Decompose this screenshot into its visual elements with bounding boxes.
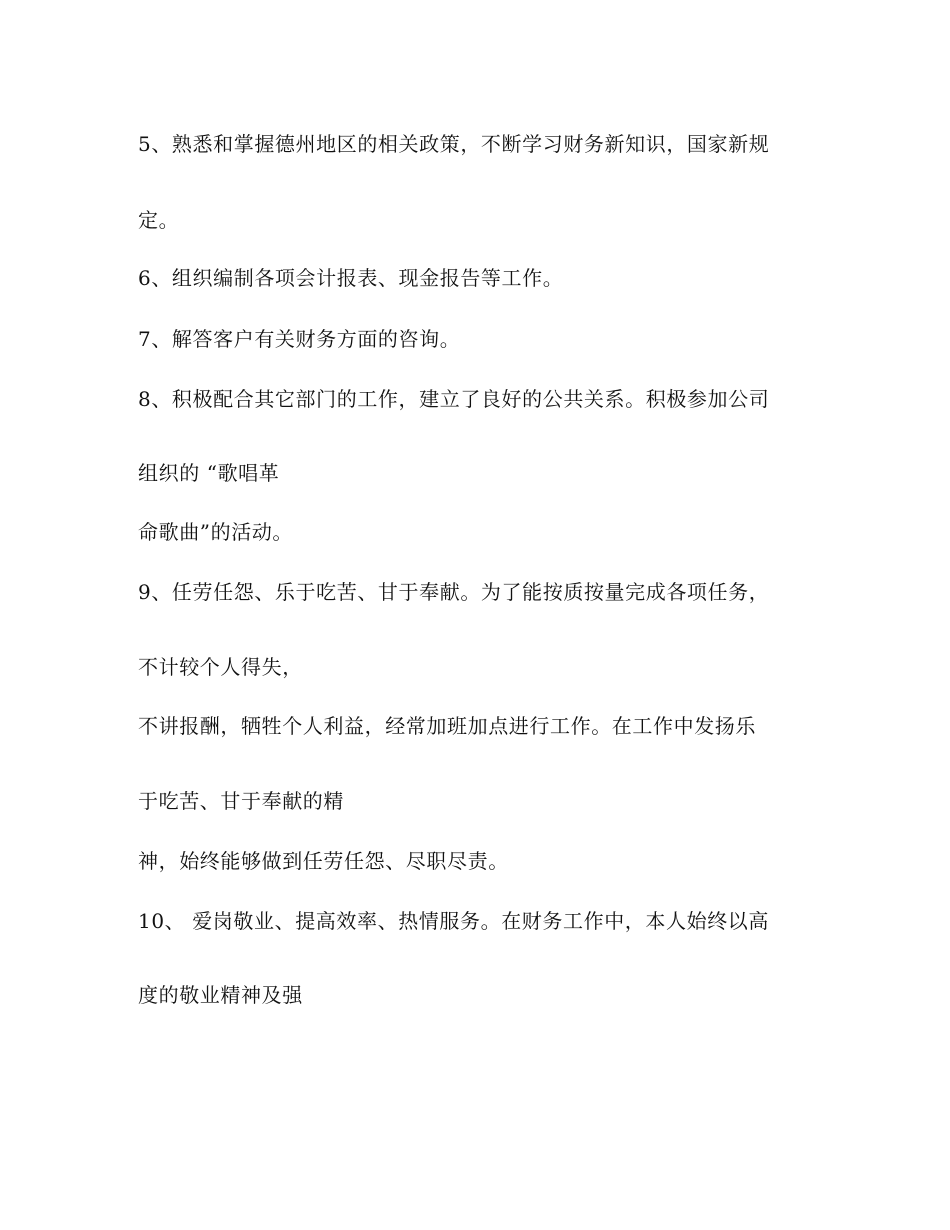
text-line-item8-part3: 命歌曲”的活动。 [138,520,294,544]
text-line-item8-part2: 组织的 “歌唱革 [138,461,280,485]
text-line-item6: 6、组织编制各项会计报表、现金报告等工作。 [138,266,564,290]
text-line-item10-part2: 度的敬业精神及强 [138,983,303,1007]
text-line-item7: 7、解答客户有关财务方面的咨询。 [138,327,461,351]
text-line-item9-part2: 不计较个人得失， [138,655,303,679]
text-line-item8-part1: 8、积极配合其它部门的工作，建立了良好的公共关系。积极参加公司 [138,387,770,411]
text-line-item10-part1: 10、 爱岗敬业、提高效率、热情服务。在财务工作中，本人始终以高 [138,909,770,933]
text-line-item5-part1: 5、熟悉和掌握德州地区的相关政策，不断学习财务新知识，国家新规 [138,132,770,156]
text-line-item9-part3: 不讲报酬，牺牲个人利益，经常加班加点进行工作。在工作中发扬乐 [138,714,756,738]
text-line-item9-part1: 9、任劳任怨、乐于吃苦、甘于奉献。为了能按质按量完成各项任务， [138,580,770,604]
text-line-item9-part4: 于吃苦、甘于奉献的精 [138,789,344,813]
text-line-item5-part2: 定。 [138,208,180,232]
text-line-item9-part5: 神，始终能够做到任劳任怨、尽职尽责。 [138,849,509,873]
